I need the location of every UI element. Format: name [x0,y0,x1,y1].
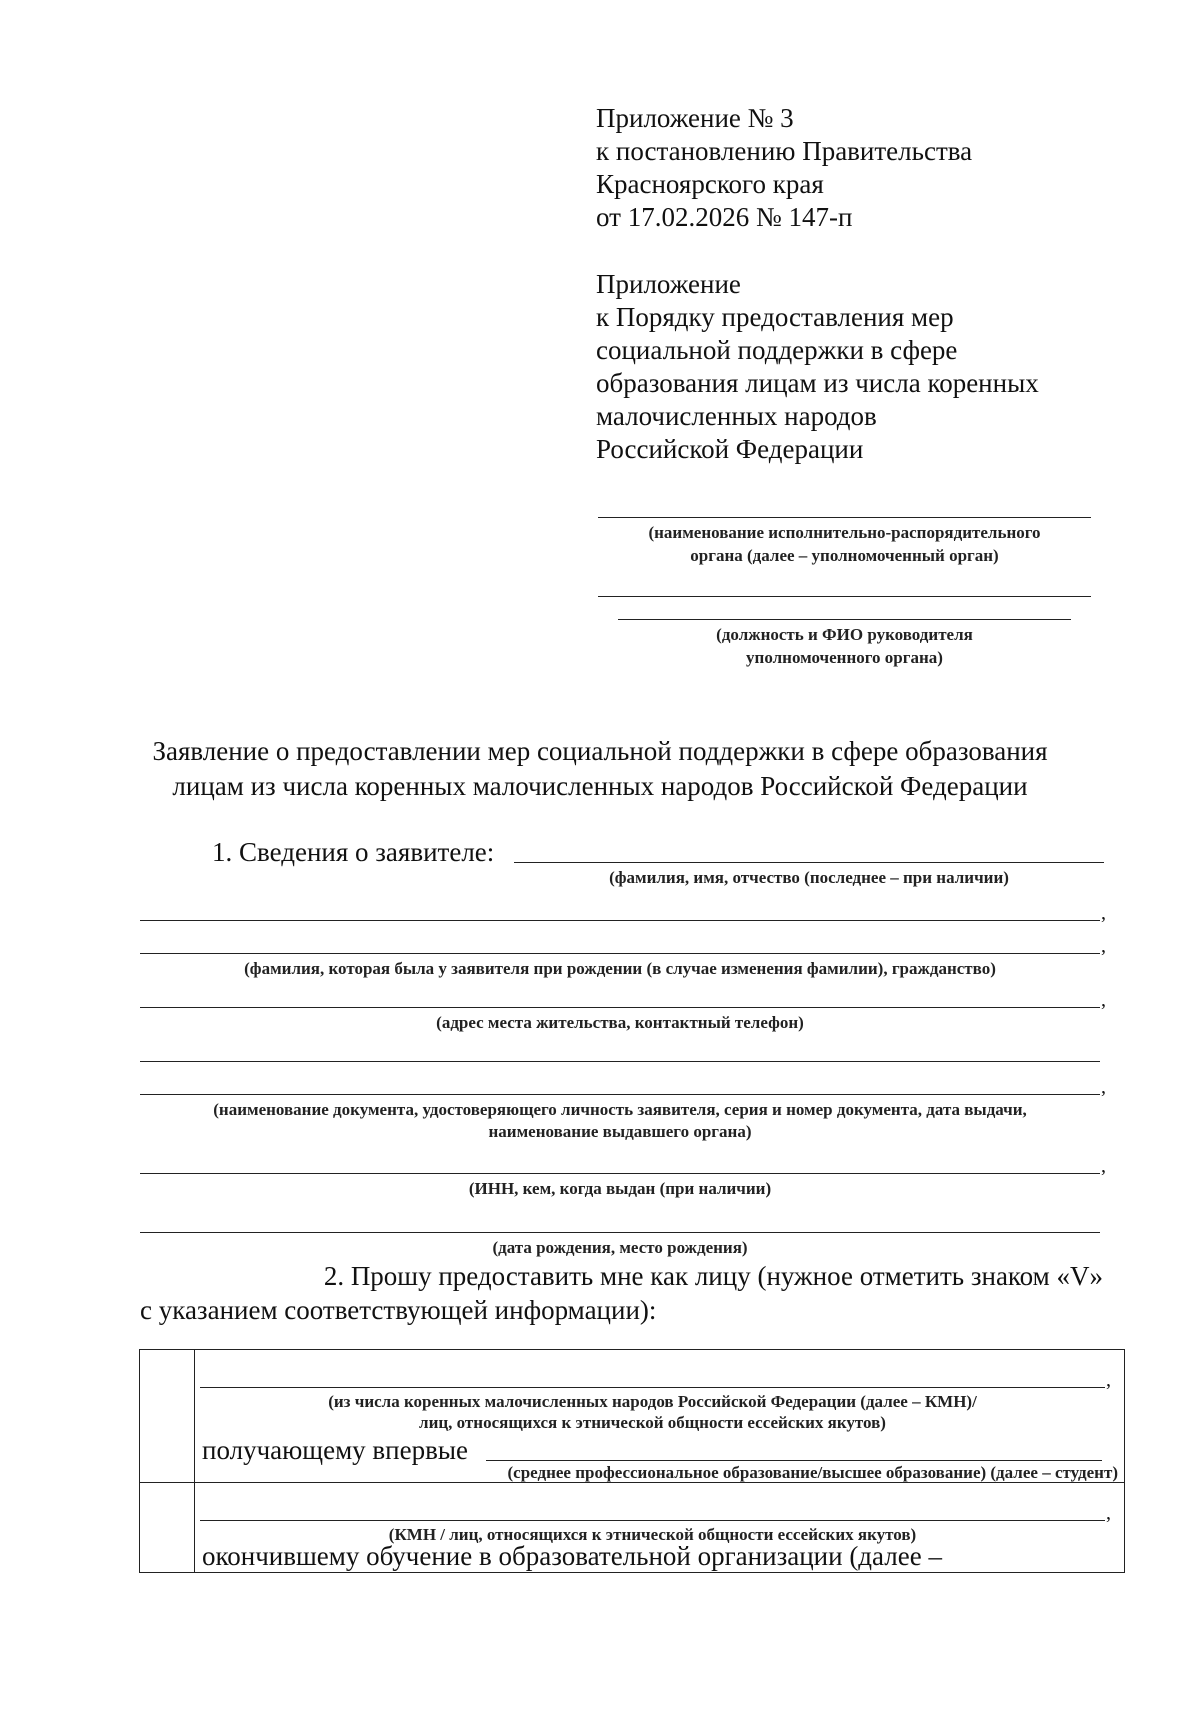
id-doc-field-1[interactable] [140,1061,1100,1062]
fio-field[interactable] [514,862,1104,863]
row2-caption-1: (КМН / лиц, относящихся к этнической общности ессейских якутов) [388,1525,917,1544]
header2-line5: малочисленных народов [596,401,877,431]
title-line2: лицам из числа коренных малочисленных народов Российской Федерации [172,771,1028,801]
table-border-right [1124,1349,1125,1573]
organ-name-field[interactable] [598,517,1091,518]
birth-field[interactable] [140,1232,1100,1233]
header2-line4: образования лицам из числа коренных [596,368,1039,398]
head-name-field[interactable] [618,619,1071,620]
birth-surname-caption: (фамилия, которая была у заявителя при рождении (в случае изменения фамилии), гражданство) [244,959,996,978]
birth-caption: (дата рождения, место рождения) [492,1238,748,1257]
comma: , [1101,1076,1106,1098]
inn-field[interactable] [140,1173,1100,1174]
id-doc-caption-2: наименование выдавшего органа) [488,1122,752,1141]
row2-category-field[interactable] [200,1520,1105,1521]
inn-caption: (ИНН, кем, когда выдан (при наличии) [468,1179,772,1198]
header2-line3: социальной поддержки в сфере [596,335,958,365]
table-border-top [139,1349,1125,1350]
row1-education-field[interactable] [486,1460,1102,1461]
header1-line2: к постановлению Правительства [596,136,973,166]
header1-line3: Красноярского края [596,169,824,199]
table-border-left [139,1349,140,1573]
comma: , [1101,989,1106,1011]
birth-surname-field-1[interactable] [140,920,1100,921]
section2-line1: 2. Прошу предоставить мне как лицу (нужное отметить знаком «V» [323,1261,1103,1291]
address-caption: (адрес места жительства, контактный телефон) [436,1013,804,1032]
header1-line4: от 17.02.2026 № 147-п [596,202,853,232]
title-line1: Заявление о предоставлении мер социальной поддержки в сфере образования [152,736,1048,766]
head-caption-2: уполномоченного органа) [746,648,943,667]
organ-caption-1: (наименование исполнительно-распорядительного [648,523,1041,542]
fio-caption: (фамилия, имя, отчество (последнее – при наличии) [609,868,1009,887]
organ-caption-2: органа (далее – уполномоченный орган) [690,546,999,565]
comma: , [1101,1155,1106,1177]
row1-text: получающему впервые [202,1435,468,1465]
row2-text: окончившему обучение в образовательной организации (далее – [202,1541,942,1571]
section1-heading: 1. Сведения о заявителе: [212,837,495,867]
table-col-divider [194,1349,195,1573]
comma: , [1106,1369,1111,1391]
header1-line1: Приложение № 3 [596,103,794,133]
id-doc-field-2[interactable] [140,1094,1100,1095]
comma: , [1101,935,1106,957]
header2-line1: Приложение [596,269,741,299]
comma: , [1101,902,1106,924]
comma: , [1106,1502,1111,1524]
id-doc-caption-1: (наименование документа, удостоверяющего личность заявителя, серия и номер документа, дата выдачи, [213,1100,1027,1119]
table-border-bottom [139,1572,1125,1573]
row1-category-field[interactable] [200,1387,1105,1388]
header2-line2: к Порядку предоставления мер [596,302,954,332]
citizenship-field[interactable] [140,953,1100,954]
head-caption-1: (должность и ФИО руководителя [716,625,973,644]
header2-line6: Российской Федерации [596,434,864,464]
section2-line2: с указанием соответствующей информации): [140,1295,657,1325]
row1-caption-1: (из числа коренных малочисленных народов Российской Федерации (далее – КМН)/ [328,1392,977,1411]
row1-checkbox[interactable] [142,1352,192,1480]
row1-caption-2: лиц, относящихся к этнической общности ессейских якутов) [419,1413,886,1432]
row1-caption-3: (среднее профессиональное образование/высшее образование) (далее – студент) [507,1463,1118,1482]
head-position-field[interactable] [598,596,1091,597]
row2-checkbox[interactable] [142,1485,192,1570]
address-field[interactable] [140,1007,1100,1008]
